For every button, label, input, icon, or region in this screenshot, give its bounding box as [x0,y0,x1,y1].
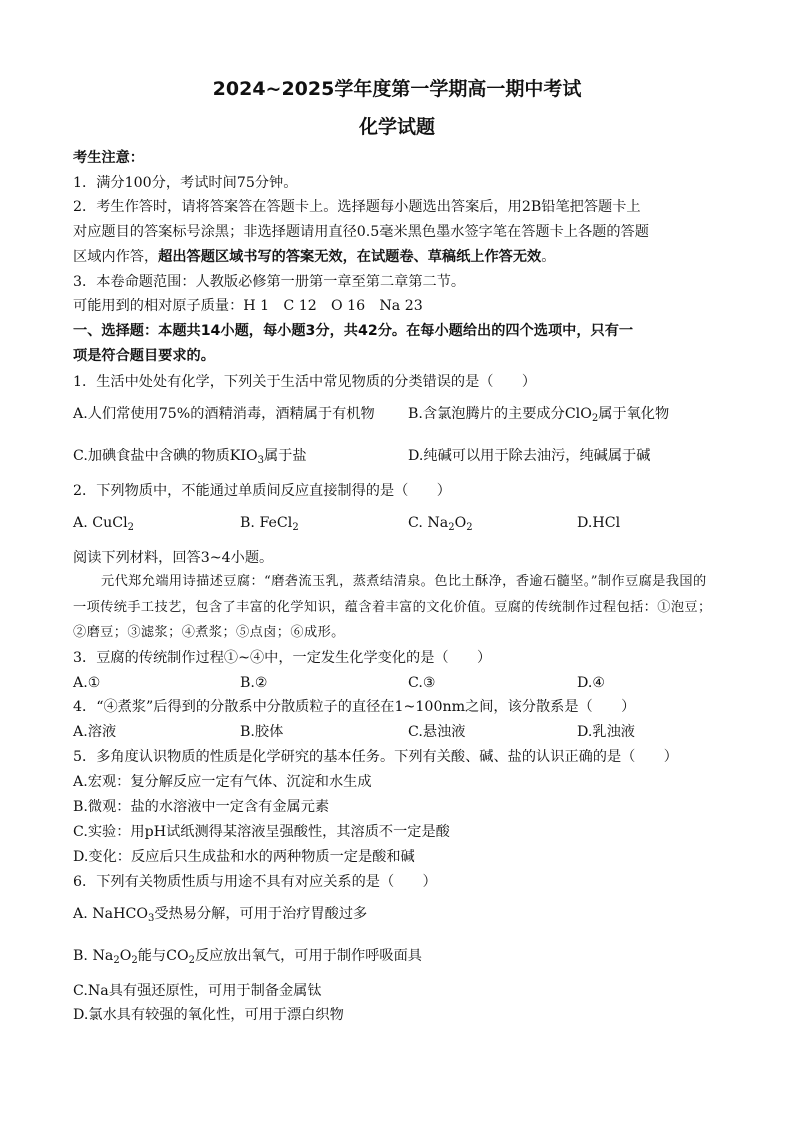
q2-c-subscript-1: 2 [448,522,455,533]
q3-option-c: C.③ [408,675,436,691]
q1-c-text: C.加碘食盐中含碘的物质 [73,448,230,464]
q1-c-formula: KIO [229,448,258,464]
q6-b-subscript-2: 2 [131,955,138,966]
q5-option-a: A.宏观：复分解反应一定有气体、沉淀和水生成 [73,774,372,790]
exam-title: 2024~2025学年度第一学期高一期中考试 [212,78,582,100]
q6-b-formula-mid: O [119,948,132,964]
reading-intro: 阅读下列材料，回答3~4小题。 [73,550,274,566]
q6-option-c: C.Na具有强还原性，可用于制备金属钛 [73,983,322,999]
note-2-text: 区域内作答， [73,249,159,265]
q1-b-end: 属于氧化物 [598,406,670,422]
q6-b-formula: B. Na [73,948,114,964]
q1-c-subscript: 3 [257,455,264,466]
note-2-bold: 超出答题区域书写的答案无效，在试题卷、草稿纸上作答无效 [158,249,542,265]
q6-b-end: 反应放出氧气，可用于制作呼吸面具 [194,948,422,964]
q1-b-subscript: 2 [591,413,599,424]
q4-option-d: D.乳浊液 [577,724,635,740]
q6-stem: 6．下列有关物质性质与用途不具有对应关系的是（ ） [73,874,437,890]
q1-b-formula: ClO [564,406,592,422]
q3-option-b: B.② [240,675,268,691]
note-3: 3．本卷命题范围：人教版必修第一册第一章至第二章第二节。 [73,274,466,290]
q6-a-text: 受热易分解，可用于治疗胃酸过多 [154,906,368,922]
q6-option-b [73,947,422,965]
q3-option-d: D.④ [577,675,606,691]
q5-option-c: C.实验：用pH试纸测得某溶液呈强酸性，其溶质不一定是酸 [73,824,450,840]
section-1-heading-line-2: 项是符合题目要求的。 [73,348,215,364]
q2-a-subscript: 2 [127,522,135,533]
q6-option-a [73,905,367,923]
q6-b-subscript-3: 2 [188,955,195,966]
q1-c-end: 属于盐 [263,448,307,464]
q6-a-formula: A. NaHCO [73,906,148,922]
q5-option-d: D.变化：反应后只生成盐和水的两种物质一定是酸和碱 [73,849,415,865]
atomic-masses: 可能用到的相对原子质量：H 1 C 12 O 16 Na 23 [73,298,423,314]
q2-option-a [73,514,134,532]
q6-b-subscript-1: 2 [113,955,120,966]
q5-option-b: B.微观：盐的水溶液中一定含有金属元素 [73,799,330,815]
q4-option-b: B.胶体 [240,724,284,740]
q3-stem: 3．豆腐的传统制作过程①~④中，一定发生化学变化的是（ ） [73,650,492,666]
q2-c-formula-mid: O [454,515,467,531]
q6-option-d: D.氯水具有较强的氧化性，可用于漂白织物 [73,1007,344,1023]
q1-option-a: A.人们常使用75%的酒精消毒，酒精属于有机物 [73,406,375,422]
reading-passage-line-1: 元代郑允端用诗描述豆腐：“磨砻流玉乳，蒸煮结清泉。色比土酥净，香逾石髓坚。”制作豆腐是我国的 [101,574,707,589]
note-2-line-2: 对应题目的答案标号涂黑；非选择题请用直径0.5毫米黑色墨水签字笔在答题卡上各题的答题 [73,224,649,240]
q2-stem: 2．下列物质中，不能通过单质间反应直接制得的是（ ） [73,483,451,499]
q5-stem: 5．多角度认识物质的性质是化学研究的基本任务。下列有关酸、碱、盐的认识正确的是（ ） [73,749,678,765]
note-2-end: 。 [541,249,556,265]
q4-stem: 4．“④煮浆”后得到的分散系中分散质粒子的直径在1~100nm之间，该分散系是（ ） [73,699,636,715]
q1-b-text: B.含氯泡腾片的主要成分 [408,406,565,422]
notes-heading: 考生注意： [73,150,144,166]
q2-option-b [240,514,299,532]
q3-option-a: A.① [73,675,101,691]
reading-passage-line-2: 一项传统手工技艺，包含了丰富的化学知识，蕴含着丰富的文化价值。豆腐的传统制作过程包括：①泡豆； [73,600,712,615]
reading-passage-line-3: ②磨豆；③滤浆；④煮浆；⑤点卤；⑥成形。 [73,625,345,640]
q2-c-formula: C. Na [408,515,449,531]
q2-b-subscript: 2 [292,522,299,533]
q1-stem: 1．生活中处处有化学，下列关于生活中常见物质的分类错误的是（ ） [73,374,537,390]
q2-b-formula: B. FeCl [240,515,293,531]
q4-option-a: A.溶液 [73,724,117,740]
q2-c-subscript-2: 2 [466,522,473,533]
q1-option-d: D.纯碱可以用于除去油污，纯碱属于碱 [408,448,651,464]
q6-b-text: 能与CO [137,948,189,964]
q6-a-subscript: 3 [148,913,155,924]
exam-subtitle: 化学试题 [358,116,435,138]
note-2-line-3 [73,248,555,266]
section-1-heading-line-1: 一、选择题：本题共14小题，每小题3分，共42分。在每小题给出的四个选项中，只有一 [73,323,634,339]
note-1: 1．满分100分，考试时间75分钟。 [73,175,298,191]
q1-option-b [408,405,669,423]
q4-option-c: C.悬浊液 [408,724,466,740]
q2-option-d: D.HCl [577,515,621,531]
q2-a-formula: A. CuCl [73,515,128,531]
q1-option-c [73,447,307,465]
note-2-line-1: 2．考生作答时，请将答案答在答题卡上。选择题每小题选出答案后，用2B铅笔把答题卡上 [73,199,641,215]
q2-option-c [408,514,473,532]
